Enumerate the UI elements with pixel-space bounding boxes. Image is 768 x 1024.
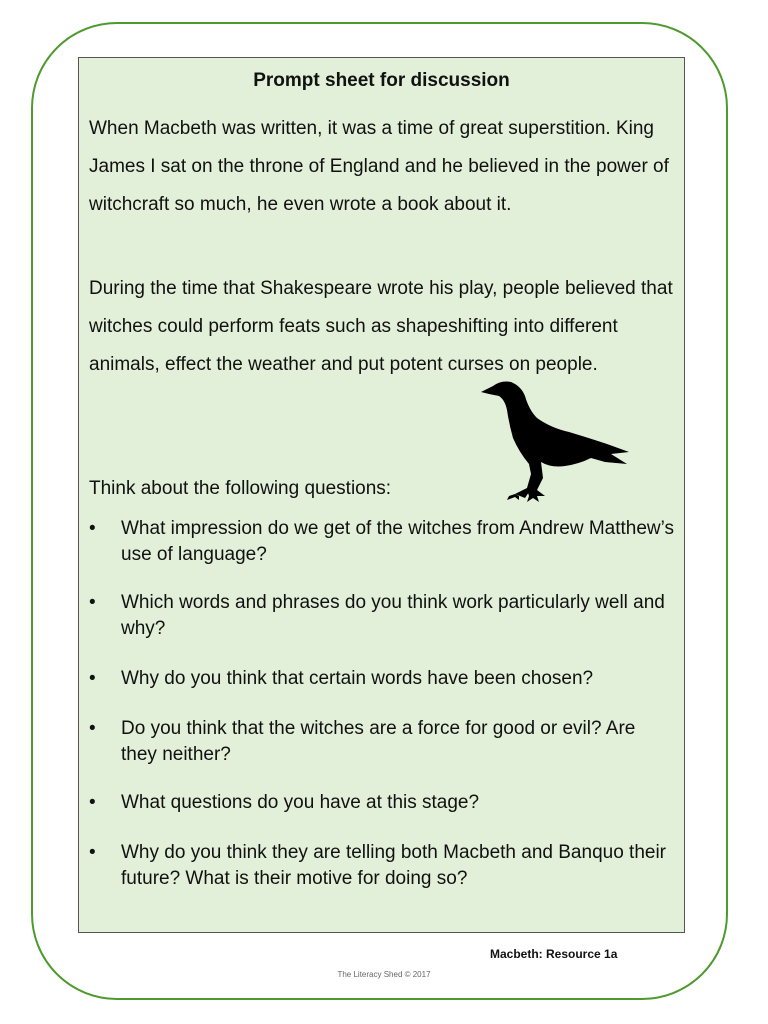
resource-label: Macbeth: Resource 1a — [490, 947, 618, 961]
bullet-icon: • — [89, 792, 96, 813]
bullet-icon: • — [89, 518, 96, 539]
questions-list — [89, 516, 674, 892]
question-text: Do you think that the witches are a force for good or evil? Are they neither? — [121, 718, 636, 765]
list-item — [89, 840, 674, 892]
page-title: Prompt sheet for discussion — [253, 70, 510, 91]
list-item — [89, 590, 674, 642]
list-item — [89, 790, 674, 816]
bullet-icon: • — [89, 842, 96, 863]
intro-paragraph: When Macbeth was written, it was a time of great superstition. King James I sat on the throne of England and he believed in the power of witchcraft so much, he even wrote a book about it. — [89, 118, 669, 215]
questions-intro: Think about the following questions: — [89, 478, 392, 499]
copyright-credit: The Literacy Shed © 2017 — [337, 970, 431, 979]
question-text: What questions do you have at this stage? — [121, 792, 480, 813]
question-text: What impression do we get of the witches from Andrew Matthew’s use of language? — [121, 518, 675, 565]
list-item — [89, 516, 674, 568]
list-item — [89, 716, 674, 768]
bullet-icon: • — [89, 592, 96, 613]
prompt-panel — [78, 57, 685, 933]
question-text: Which words and phrases do you think work particularly well and why? — [121, 592, 665, 639]
question-text: Why do you think that certain words have been chosen? — [121, 668, 594, 689]
bullet-icon: • — [89, 668, 96, 689]
question-text: Why do you think they are telling both Macbeth and Banquo their future? What is their motive for doing so? — [121, 842, 667, 889]
context-paragraph: During the time that Shakespeare wrote his play, people believed that witches could perform feats such as shapeshifting into different animals, effect the weather and put potent curses on people. — [89, 278, 673, 375]
list-item — [89, 666, 674, 692]
raven-icon — [479, 378, 634, 508]
bullet-icon: • — [89, 718, 96, 739]
